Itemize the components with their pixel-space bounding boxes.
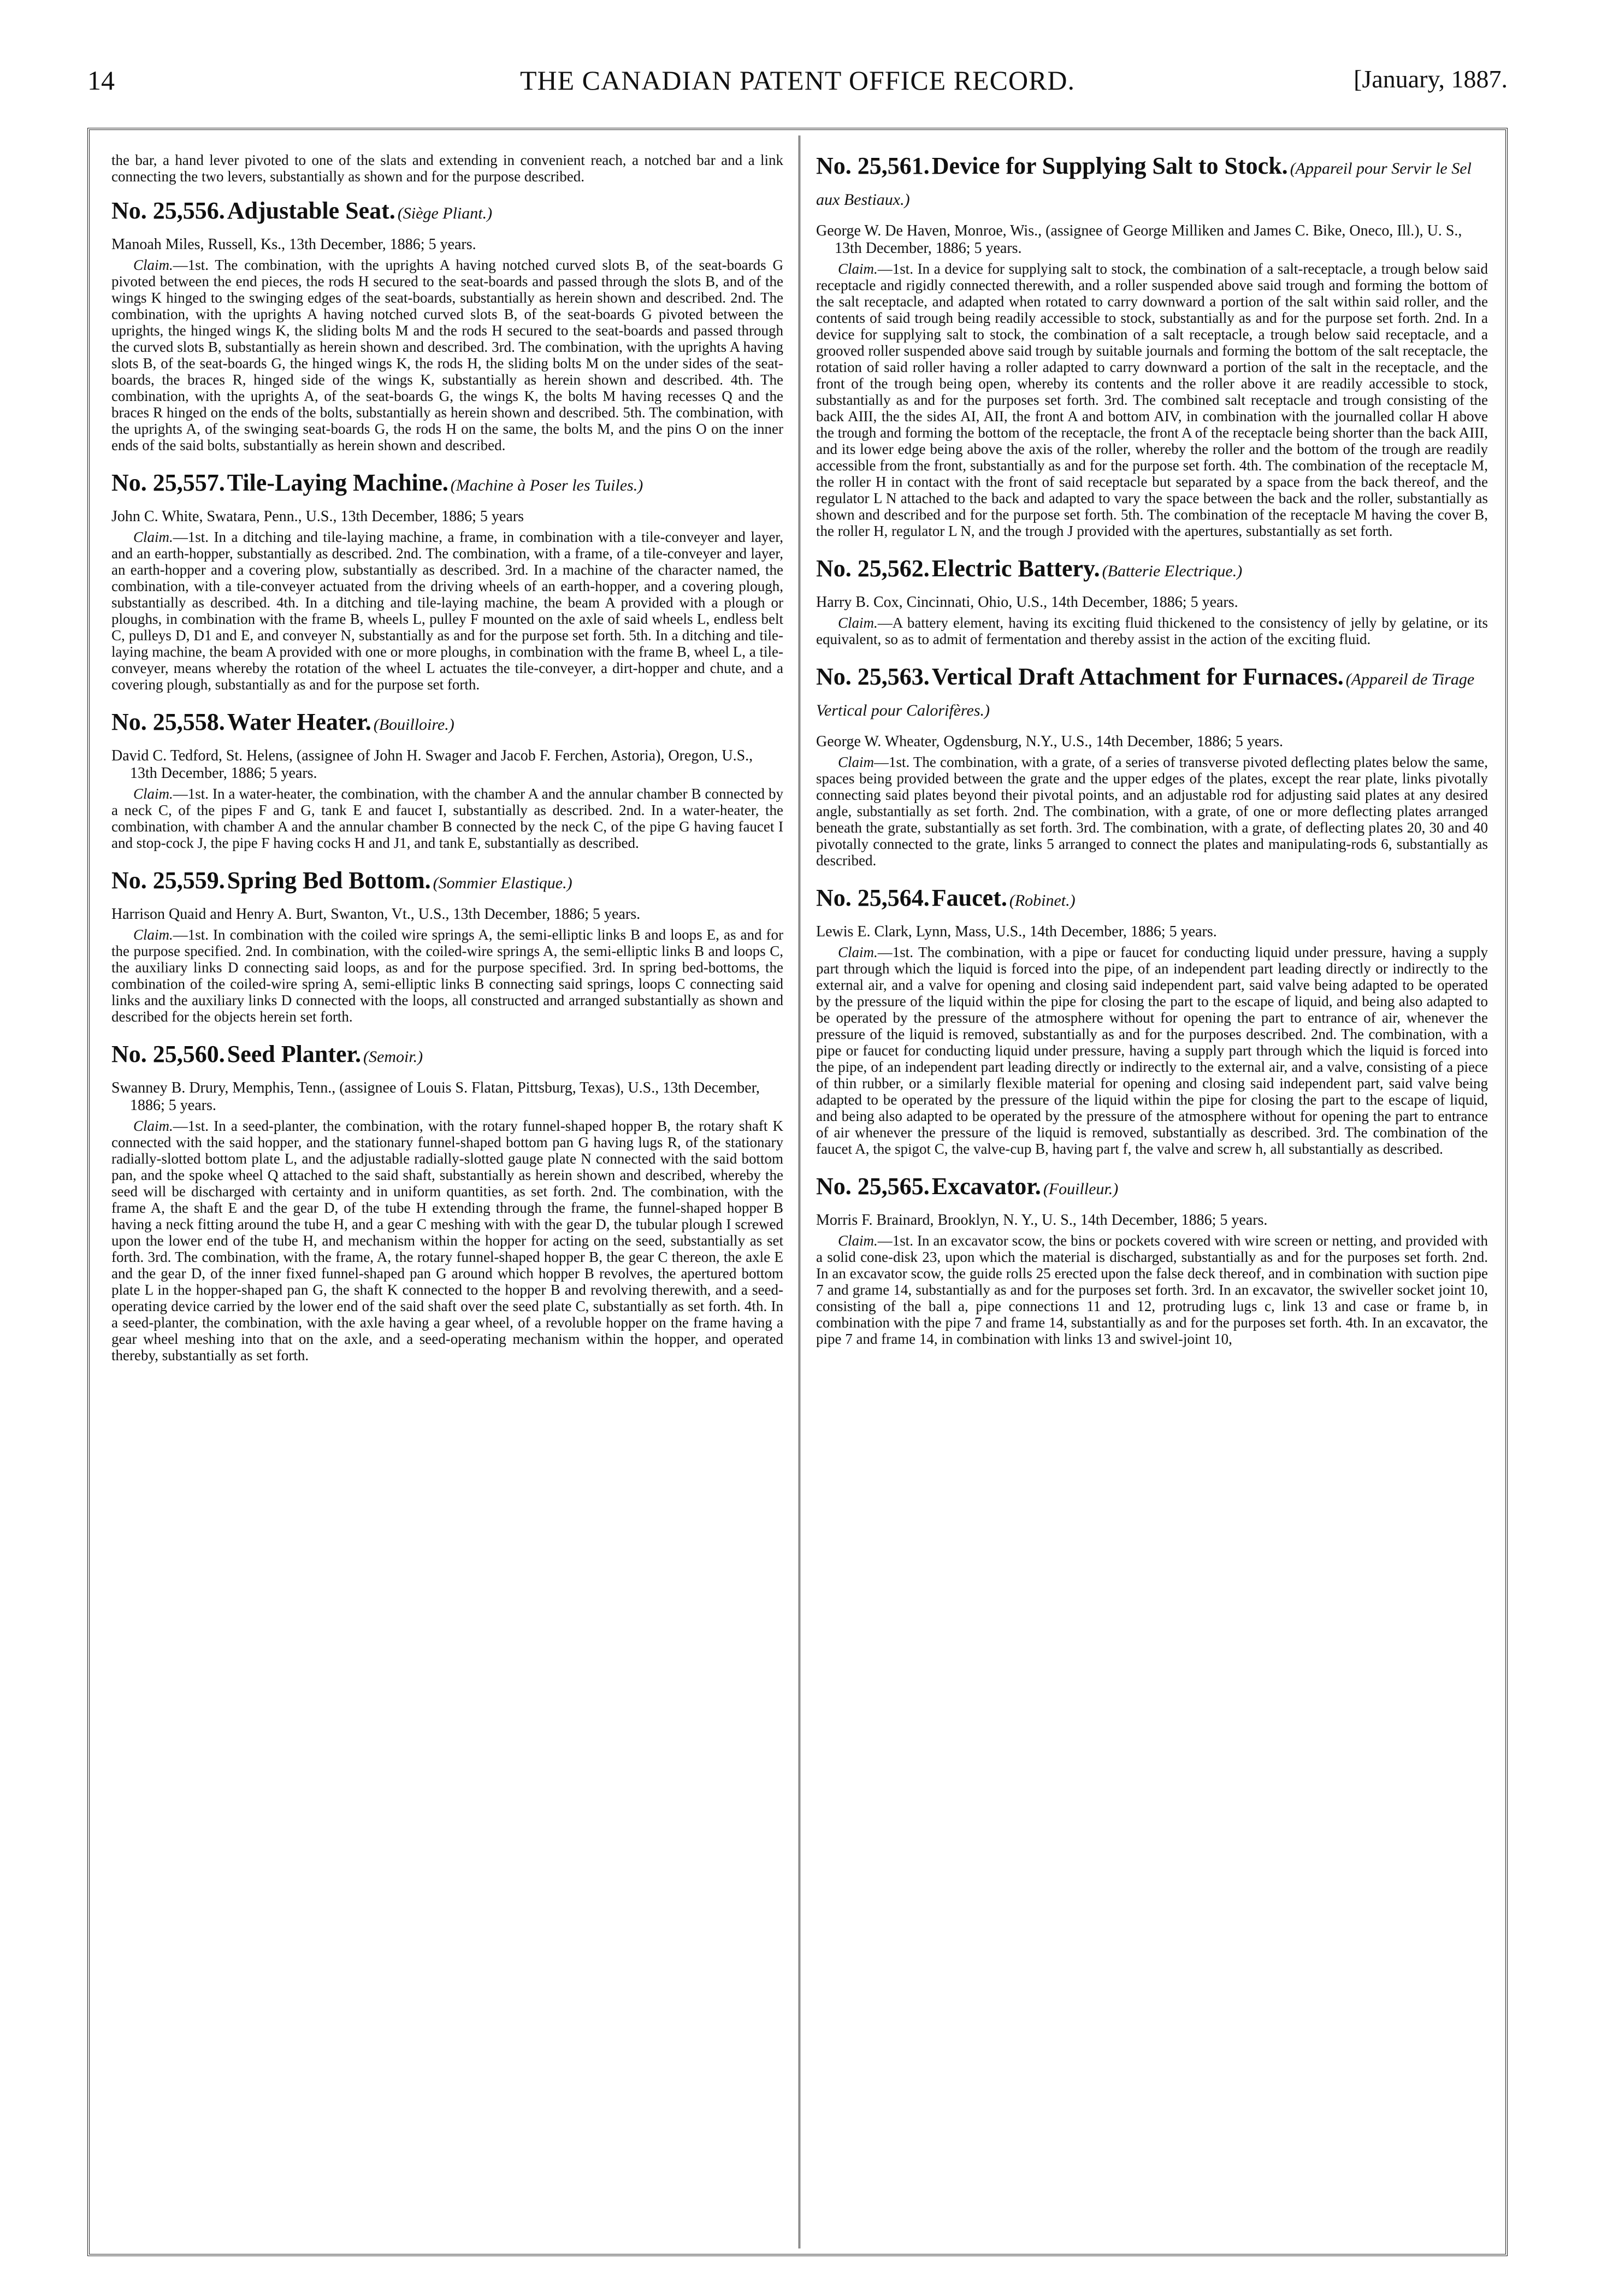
patent-title: Tile-Laying Machine. (227, 469, 448, 496)
right-column (816, 152, 1488, 2243)
claim-label: Claim. (838, 1232, 878, 1249)
patent-inventor: Swanney B. Drury, Memphis, Tenn., (assignee of Louis S. Flatan, Pittsburg, Texas), U.S., 13th December, 1886; 5 years. (111, 1079, 760, 1114)
patent-number: No. 25,563. (816, 663, 930, 690)
patent-number: No. 25,560. (111, 1041, 225, 1067)
claim-label: Claim. (133, 529, 173, 545)
patent-heading (816, 884, 1488, 918)
patent-number: No. 25,562. (816, 555, 930, 582)
patent-heading (816, 1172, 1488, 1206)
patent-inventor: David C. Tedford, St. Helens, (assignee of John H. Swager and Jacob F. Ferchen, Astoria), Oregon, U.S., 13th December, 1886; 5 years. (111, 747, 753, 782)
patent-entry (816, 554, 1488, 647)
patent-entry (816, 1172, 1488, 1347)
claim-label: Claim. (838, 944, 878, 960)
patent-inventor: Harry B. Cox, Cincinnati, Ohio, U.S., 14th December, 1886; 5 years. (816, 594, 1238, 611)
patent-title: Electric Battery. (931, 555, 1100, 582)
patent-title: Spring Bed Bottom. (227, 867, 431, 894)
patent-french-title: (Machine à Poser les Tuiles.) (450, 476, 643, 494)
patent-heading (816, 554, 1488, 588)
patent-heading (111, 1040, 783, 1074)
patent-number: No. 25,557. (111, 469, 225, 496)
patent-number: No. 25,556. (111, 197, 225, 224)
patent-claim (111, 1118, 783, 1364)
claim-text: —A battery element, having its exciting fluid thickened to the consistency of jelly by gelatine, or its equivalent, so as to admit of fermentation and thereby assist in the action of the exciting fluid. (816, 615, 1488, 647)
patent-number: No. 25,561. (816, 152, 930, 179)
claim-text: —1st. In a water-heater, the combination, with the chamber A and the annular chamber B connected by a neck C, of the pipes F and G, tank E and faucet I, substantially as described. 2nd. In a water-heater, the combination, with chamber A and the annular chamber B connected by the neck C, of the pipe G having faucet I and stop-cock J, the pipe F having cocks H and J1, and tank E, substantially as described. (111, 786, 783, 851)
patent-claim (111, 926, 783, 1025)
patent-heading (111, 708, 783, 742)
patent-entry (816, 152, 1488, 539)
claim-text: —1st. In a ditching and tile-laying machine, a frame, in combination with a tile-conveyer and layer, and an earth-hopper, substantially as described. 2nd. The combination, with a frame, of a tile-conveyer and layer, an earth-hopper and a covering plow, substantially as described. 3rd. In a machine of the character named, the combination, with a tile-conveyer actuated from the driving wheels of an earth-hopper, and a covering plough, substantially as described. 4th. In a ditching and tile-laying machine, the beam A provided with a plough or ploughs, in combination with the frame B, wheels L, pulley F mounted on the axle of said wheels L, endless belt C, pulleys D, D1 and E, and conveyer N, substantially as and for the purpose set forth. 5th. In a ditching and tile-laying machine, the beam A provided with one or more ploughs, in combination with the frame B, wheel L, a tile-conveyer, means whereby the rotation of the wheel L actuates the tile-conveyer, a dirt-hopper and chute, and a covering plough, substantially as and for the purpose set forth. (111, 529, 783, 693)
patent-french-title: (Bouilloire.) (373, 716, 454, 734)
patent-title: Adjustable Seat. (227, 197, 395, 224)
patent-claim (816, 754, 1488, 869)
page-frame (87, 128, 1508, 2256)
patent-entry (111, 1040, 783, 1364)
column-divider (799, 135, 800, 2248)
patent-french-title: (Appareil de Tirage Vertical pour Calorifères.) (816, 670, 1475, 719)
patent-french-title: (Appareil pour Servir le Sel aux Bestiaux.) (816, 160, 1472, 209)
patent-title: Excavator. (931, 1173, 1041, 1200)
claim-text: —1st. In a seed-planter, the combination, with the rotary funnel-shaped hopper B, the rotary shaft K connected with the said hopper, and the stationary funnel-shaped bottom pan G having lugs R, of the stationary radially-slotted bottom plate L, and the adjustable radially-slotted gauge plate N connected with the said bottom pan, and the spoke wheel Q attached to the said shaft, substantially as herein shown and described, whereby the seed will be discharged with certainty and in uniform quantities, as set forth. 2nd. The combination, with the frame A, the shaft E and the gear D, of the tube H extending through the frame, the funnel-shaped hopper B having a neck fitting around the tube H, and a gear C meshing with with the gear D, the tubular plough I screwed upon the lower end of the tube H, and mechanism within the hopper for acting on the seed, substantially as set forth. 3rd. The combination, with the frame, A, the rotary funnel-shaped hopper B, the gear C thereon, the axle E and the gear D, of the inner fixed funnel-shaped pan G around which hopper B revolves, the apertured bottom plate L in the hopper-shaped pan G, the shaft K connected to the hopper B and revolving therewith, and a seed-operating device carried by the lower end of the said shaft over the seed plate C, substantially as set forth. 4th. In a seed-planter, the combination, with the axle having a gear wheel, of a revoluble hopper on the frame having a gear wheel meshing into that on the axle, and a seed-operating mechanism within the hopper, and operated thereby, substantially as set forth. (111, 1118, 783, 1364)
claim-label: Claim. (133, 257, 173, 273)
claim-text: —1st. In combination with the coiled wire springs A, the semi-elliptic links B and loops E, as and for the purpose specified. 2nd. In combination, with the coiled-wire springs A, the semi-elliptic links B and loops C, the auxiliary links D connecting said loops, as and for the purpose specified. 3rd. In spring bed-bottoms, the combination of the coiled-wire spring A, semi-elliptic links B connecting said springs, loops C connecting said links and the auxiliary links D connected with the loops, all constructed and arranged substantially as shown and described for the objects herein set forth. (111, 926, 783, 1025)
patent-number: No. 25,565. (816, 1173, 930, 1200)
patent-title: Faucet. (931, 884, 1007, 911)
page-number: 14 (87, 65, 115, 96)
patent-inventor: George W. Wheater, Ogdensburg, N.Y., U.S., 14th December, 1886; 5 years. (816, 733, 1283, 750)
claim-label: Claim. (133, 926, 173, 943)
patent-inventor: Morris F. Brainard, Brooklyn, N. Y., U. S., 14th December, 1886; 5 years. (816, 1212, 1268, 1229)
patent-heading (111, 866, 783, 900)
claim-text: —1st. The combination, with a pipe or faucet for conducting liquid under pressure, having a supply part through which the liquid is forced into the pipe, of an independent part leading directly or indirectly to the external air, and a valve for opening and closing said independent part, said valve being adapted to be operated by the pressure of the liquid within the pipe for closing the part to the escape of liquid, and being also adapted to be operated by the pressure of the atmosphere without for opening the part to entrance of air, whenever the pressure of the liquid is removed, substantially as and for the purposes described. 2nd. The combination, with a pipe or faucet for conducting liquid under pressure, having a supply part through which the liquid is forced into the pipe, of an independent part leading directly or indirectly to the external air, and a valve, consisting of a piece of thin rubber, or a similarly flexible material for opening and closing said independent part, said valve being adapted to be operated by the pressure of the liquid within the pipe for closing the part to the escape of liquid, and being also adapted to be operated by the pressure of the atmosphere without for opening the part to entrance of air whenever the pressure of the liquid is removed, substantially as described. 3rd. The combination of the faucet A, the spigot C, the valve-cup B, having part f, the valve and screw h, all substantially as described. (816, 944, 1488, 1157)
claim-label: Claim. (838, 615, 878, 631)
patent-entry (816, 663, 1488, 869)
patent-claim (111, 529, 783, 693)
patent-claim (111, 786, 783, 851)
patent-claim (816, 1232, 1488, 1347)
patent-heading (816, 663, 1488, 728)
claim-text: —1st. In an excavator scow, the bins or pockets covered with wire screen or netting, and provided with a solid cone-disk 23, upon which the material is discharged, substantially as and for the purposes set forth. 2nd. In an excavator scow, the guide rolls 25 erected upon the false deck thereof, and in combination with suction pipe 7 and grame 14, substantially as and for the purposes set forth. 3rd. In an excavator, the swiveller socket joint 10, consisting of the ball a, pipe connections 11 and 12, protruding lugs c, link 13 and case or frame b, in combination with the pipe 7 and frame 14, substantially as and for the purposes set forth. 4th. In an excavator, the pipe 7 and frame 14, in combination with links 13 and swivel-joint 10, (816, 1232, 1488, 1347)
claim-text: —1st. The combination, with a grate, of a series of transverse pivoted deflecting plates below the same, spaces being provided between the grate and the upper edges of the plates, except the rear plate, links pivotally connecting said plates beyond their pivotal points, and an adjustable rod for adjusting said plates at any desired angle, substantially as set forth. 2nd. The combination, with a grate, of one or more deflecting plates arranged beneath the grate, substantially as set forth. 3rd. The combination, with a grate, of deflecting plates 20, 30 and 40 pivotally connected to the grate, links 5 arranged to connect the plates and manipulating-rods 6, substantially as described. (816, 754, 1488, 869)
patent-claim (111, 257, 783, 453)
publication-title: THE CANADIAN PATENT OFFICE RECORD. (519, 65, 1076, 96)
patent-title: Vertical Draft Attachment for Furnaces. (931, 663, 1344, 690)
patent-entry (111, 469, 783, 693)
claim-label: Claim. (133, 1118, 173, 1134)
patent-heading (816, 152, 1488, 217)
patent-claim (816, 615, 1488, 647)
patent-heading (111, 197, 783, 231)
patent-french-title: (Fouilleur.) (1043, 1180, 1119, 1198)
patent-inventor: John C. White, Swatara, Penn., U.S., 13th December, 1886; 5 years (111, 508, 524, 525)
patent-inventor: Lewis E. Clark, Lynn, Mass, U.S., 14th December, 1886; 5 years. (816, 923, 1217, 940)
patent-entry (111, 708, 783, 851)
patent-number: No. 25,558. (111, 709, 225, 735)
patent-inventor: Harrison Quaid and Henry A. Burt, Swanton, Vt., U.S., 13th December, 1886; 5 years. (111, 906, 641, 923)
patent-entry (111, 197, 783, 453)
patent-title: Device for Supplying Salt to Stock. (931, 152, 1288, 179)
claim-label: Claim (838, 754, 875, 770)
patent-french-title: (Batterie Electrique.) (1102, 562, 1243, 580)
patent-claim (816, 261, 1488, 539)
left-column (111, 152, 783, 2243)
patent-inventor: Manoah Miles, Russell, Ks., 13th December, 1886; 5 years. (111, 236, 476, 253)
patent-number: No. 25,564. (816, 884, 930, 911)
patent-claim (816, 944, 1488, 1157)
patent-entry (111, 866, 783, 1025)
claim-text: —1st. The combination, with the uprights A having notched curved slots B, of the seat-boards G pivoted between the end pieces, the rods H secured to the seat-boards and passed through the slots B, and of the wings K hinged to the swinging edges of the seat-boards, substantially as herein shown and described. 2nd. The combination, with the uprights A having notched curved slots B, of the seat-boards G pivoted between the uprights, the hinged wings K, the sliding bolts M and the rods H secured to the seat-boards and passed through the curved slots B, substantially as herein shown and described. 3rd. The combination, with the uprights A having slots B, of the seat-boards G, the hinged wings K, the rods H, the sliding bolts M on the under sides of the seat-boards, the braces R, hinged side of the wings K, substantially as herein shown and described. 4th. The combination, with the uprights A, of the seat-boards G, the wings K, the bolts M having recesses Q and the braces R hinged on the ends of the bolts, substantially as herein shown and described. 5th. The combination, with the uprights A, of the swinging seat-boards G, the rods H on the same, the bolts M, and the pins O on the inner ends of the said bolts, substantially as herein shown and described. (111, 257, 783, 453)
patent-french-title: (Semoir.) (363, 1048, 423, 1066)
patent-title: Seed Planter. (227, 1041, 362, 1067)
claim-label: Claim. (133, 786, 173, 802)
patent-title: Water Heater. (227, 709, 371, 735)
patent-entry (816, 884, 1488, 1157)
patent-inventor: George W. De Haven, Monroe, Wis., (assignee of George Milliken and James C. Bike, Oneco, Ill.), U. S., 13th December, 1886; 5 years. (816, 222, 1462, 257)
page-header (87, 64, 1508, 114)
claim-label: Claim. (838, 261, 878, 277)
issue-date: [January, 1887. (1354, 65, 1508, 93)
claim-text: —1st. In a device for supplying salt to stock, the combination of a salt-receptacle, a trough below said receptacle and rigidly connected therewith, and a roller suspended above said trough and forming the bottom of the salt receptacle, and adapted when rotated to carry downward a portion of the salt within said roller, and the contents of said trough being readily accessible to stock, substantially as and for the purpose set forth. 2nd. In a device for supplying salt to stock, the combination of a salt receptacle, a trough below said receptacle, and a grooved roller suspended above said trough by suitable journals and forming the bottom of the salt receptacle, the rotation of said roller having a roller adapted to carry downward a portion of the salt in the receptacle, and the front of the trough being open, whereby its contents and the roller above it are readily accessible to stock, substantially as and for the purposes set forth. 3rd. The combined salt receptacle and trough consisting of the back AIII, the the sides AI, AII, the front A and bottom AIV, in combination with the journalled collar H above the trough and forming the bottom of the receptacle, the front A of the receptacle being shorter than the back AIII, and its lower edge being above the axis of the roller, whereby the roller and the bottom of the trough are readily accessible from the front, substantially as and for the purpose set forth. 4th. The combination of the receptacle M, the roller H in contact with the front of said receptacle but separated by a space from the back thereof, and the regulator L N attached to the back and adapted to vary the space between the back and the roller, substantially as shown and described and for the purpose set forth. 5th. The combination of the receptacle M having the cover B, the roller H, regulator L N, and the trough J provided with the apertures, substantially as set forth. (816, 261, 1488, 539)
patent-heading (111, 469, 783, 503)
patent-number: No. 25,559. (111, 867, 225, 894)
continued-claim-text: the bar, a hand lever pivoted to one of the slats and extending in convenient reach, a notched bar and a link connecting the two levers, substantially as shown and for the purpose described. (111, 152, 783, 185)
patent-french-title: (Robinet.) (1009, 892, 1076, 910)
patent-french-title: (Sommier Elastique.) (433, 874, 572, 892)
patent-french-title: (Siège Pliant.) (397, 204, 493, 222)
